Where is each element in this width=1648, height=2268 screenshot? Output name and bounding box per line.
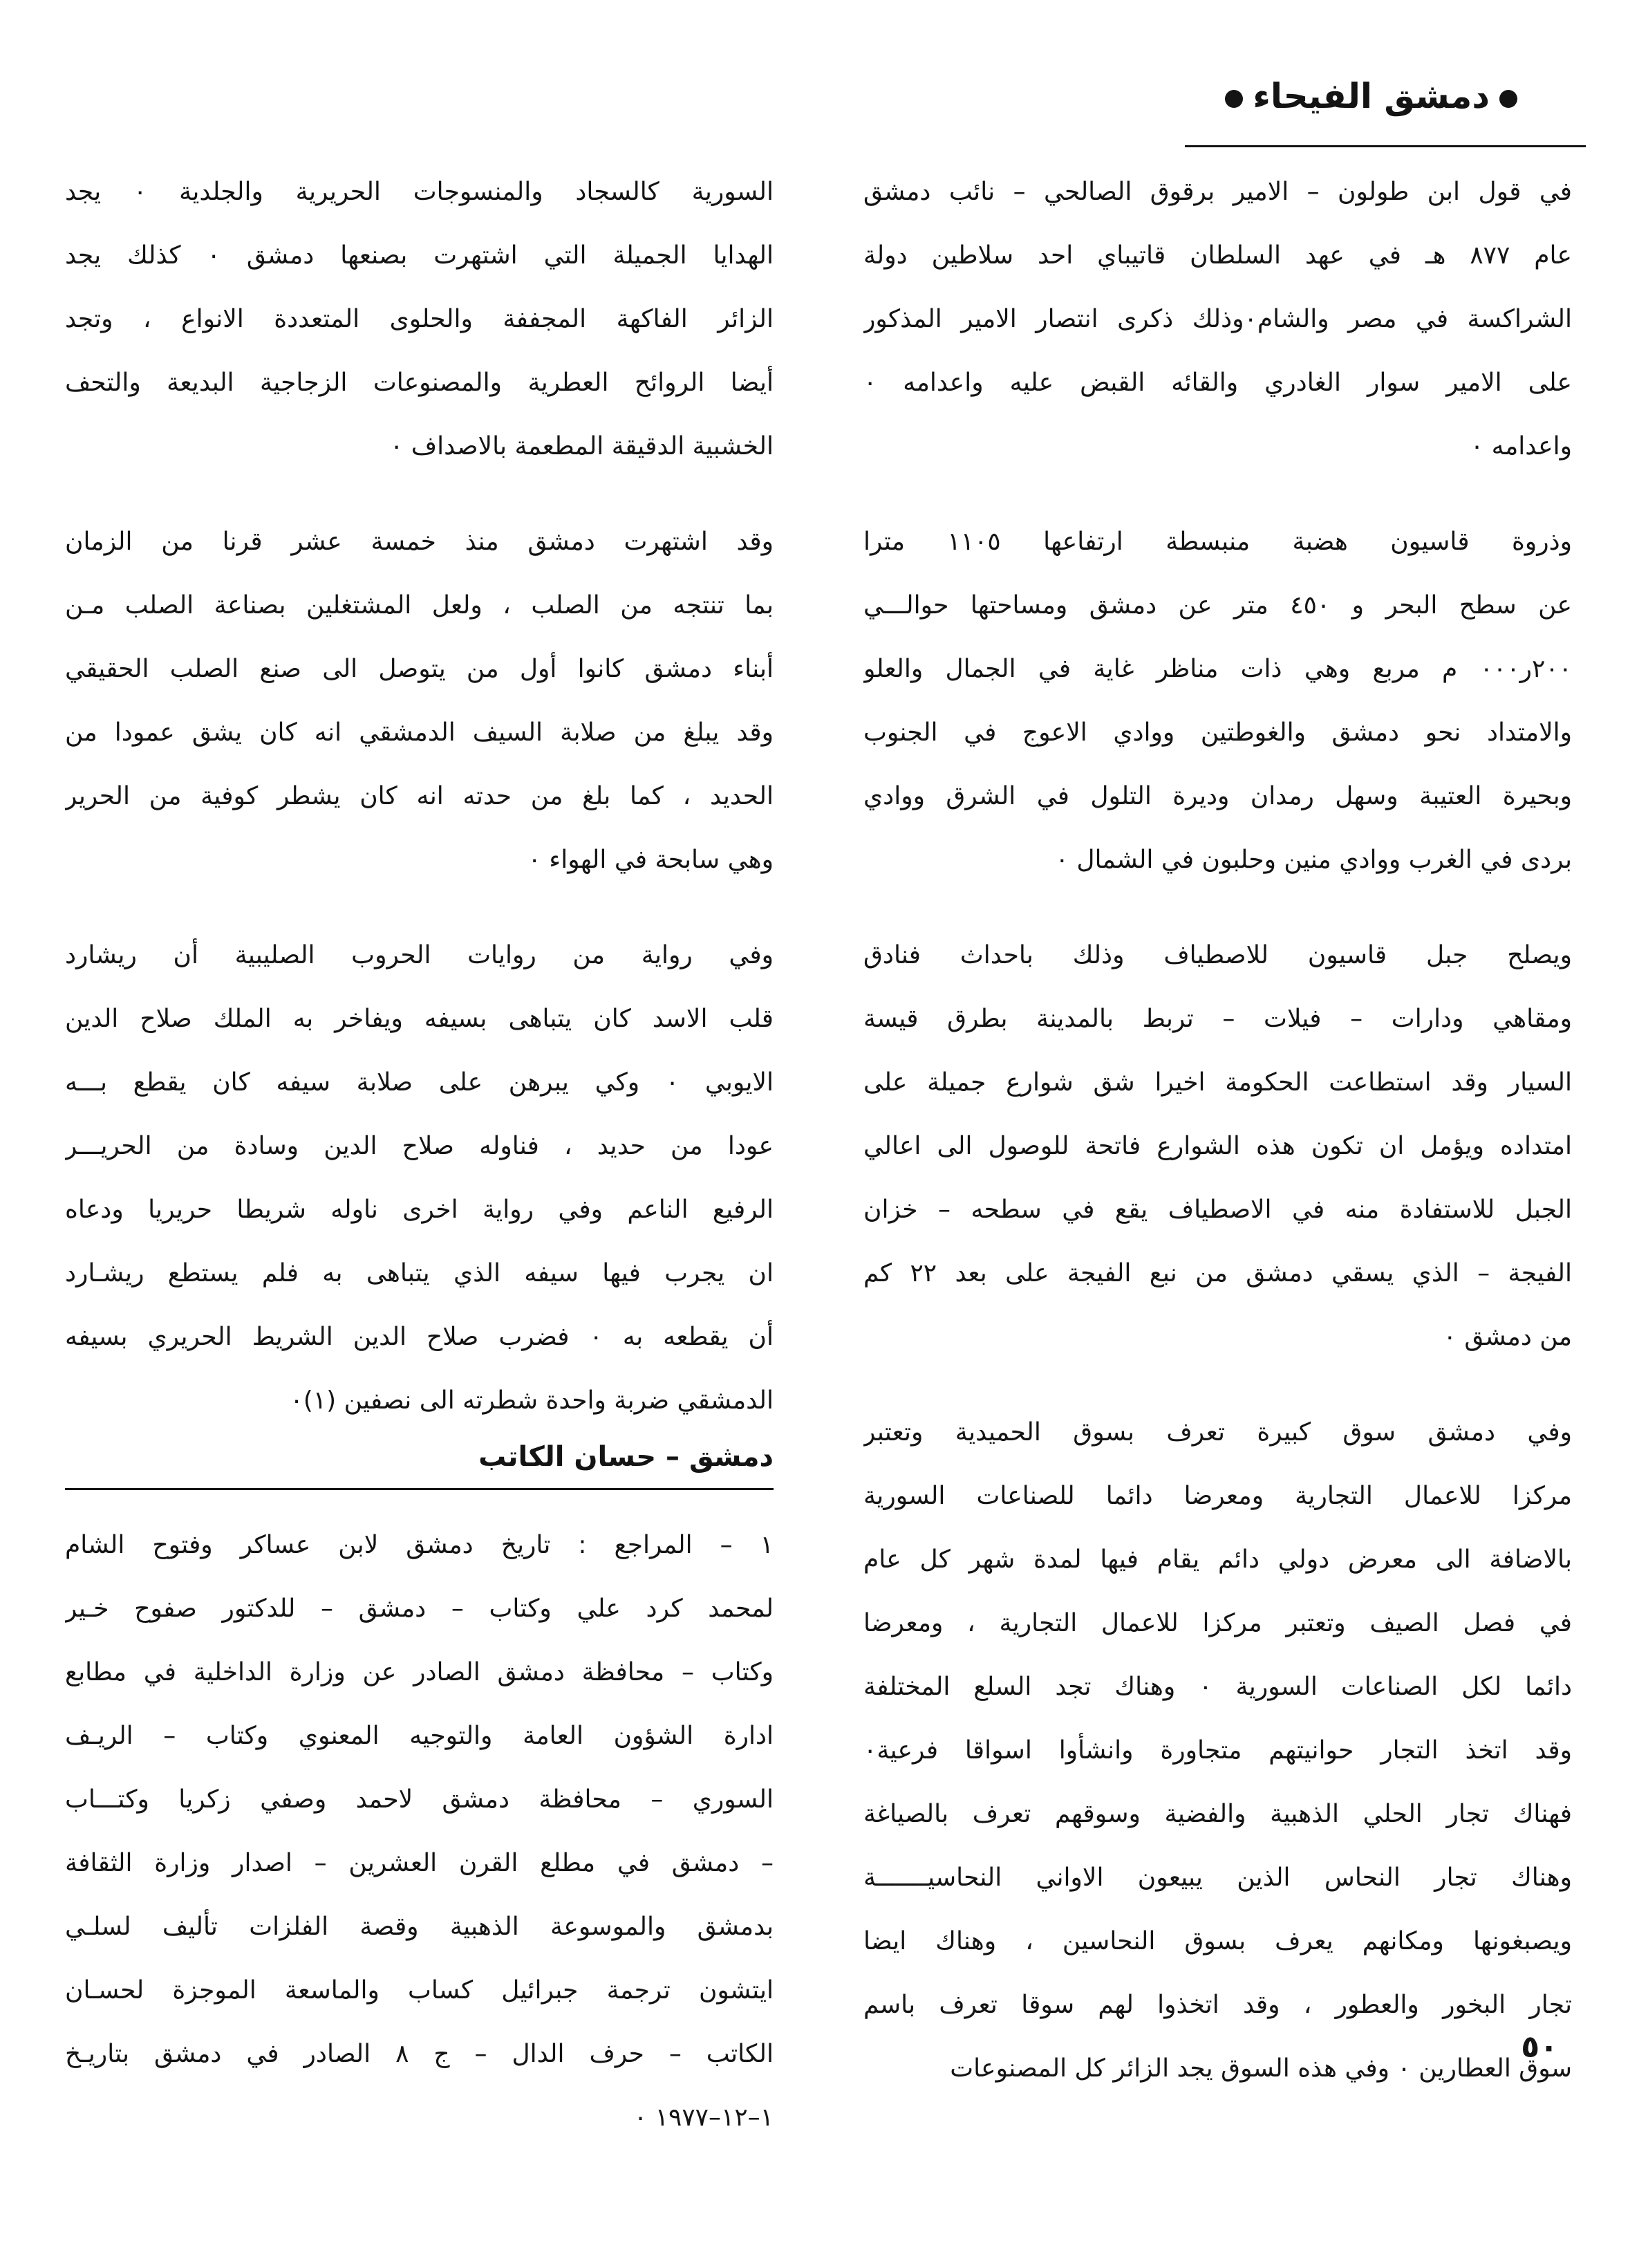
text-line: سوق العطارين ٠ وفي هذه السوق يجد الزائر كل المصنوعات bbox=[950, 2054, 1572, 2083]
reference-line: الكاتب – حرف الدال – ج ٨ الصادر في دمشق بتاريـخ bbox=[65, 2040, 774, 2068]
text-line: والامتداد نحو دمشق والغوطتين ووادي الاعوج في الجنوب bbox=[863, 718, 1572, 747]
text-line: وفي دمشق سوق كبيرة تعرف بسوق الحميدية وتعتبر bbox=[863, 1418, 1572, 1447]
bullet-dot-icon bbox=[1499, 90, 1517, 108]
text-line: الزائر الفاكهة المجففة والحلوى المتعددة الانواع ، وتجد bbox=[65, 305, 774, 333]
text-line: بما تنتجه من الصلب ، ولعل المشتغلين بصناعة الصلب مـن bbox=[65, 591, 774, 620]
text-line: في فصل الصيف وتعتبر مركزا للاعمال التجارية ، ومعرضا bbox=[863, 1609, 1572, 1637]
text-line: السورية كالسجاد والمنسوجات الحريرية والجلدية ٠ يجد bbox=[65, 178, 774, 206]
text-line: الشراكسة في مصر والشام٠وذلك ذكرى انتصار الامير المذكور bbox=[863, 305, 1572, 333]
text-line: عودا من حديد ، فناوله صلاح الدين وسادة من الحريـــر bbox=[65, 1132, 774, 1160]
text-line: من دمشق ٠ bbox=[1443, 1323, 1572, 1351]
text-line: ٢٠٠ر٠٠٠ م مربع وهي ذات مناظر غاية في الجمال والعلو bbox=[863, 655, 1572, 683]
text-line: امتداده ويؤمل ان تكون هذه الشوارع فاتحة للوصول الى اعالي bbox=[863, 1132, 1572, 1160]
text-line: ومقاهي ودارات – فيلات – تربط بالمدينة بطرق قيسة bbox=[863, 1005, 1572, 1033]
running-header bbox=[1215, 76, 1527, 116]
text-line: وقد اشتهرت دمشق منذ خمسة عشر قرنا من الزمان bbox=[65, 528, 774, 556]
author-signature: دمشق – حسان الكاتب bbox=[478, 1441, 774, 1473]
text-line: عن سطح البحر و ٤٥٠ متر عن دمشق ومساحتها حوالـــي bbox=[863, 591, 1572, 620]
text-line: ويصلح جبل قاسيون للاصطياف وذلك باحداث فنادق bbox=[863, 941, 1572, 969]
right-column bbox=[863, 160, 1572, 2101]
text-line: دائما لكل الصناعات السورية ٠ وهناك تجد السلع المختلفة bbox=[863, 1673, 1572, 1701]
paragraph-gap bbox=[863, 478, 1572, 510]
text-line: مركزا للاعمال التجارية ومعرضا دائما للصناعات السورية bbox=[863, 1482, 1572, 1510]
text-line: أيضا الروائح العطرية والمصنوعات الزجاجية البديعة والتحف bbox=[65, 369, 774, 397]
text-line: في قول ابن طولون – الامير برقوق الصالحي – نائب دمشق bbox=[863, 178, 1572, 206]
reference-line: ١ – المراجع : تاريخ دمشق لابن عساكر وفتوح الشام bbox=[65, 1531, 774, 1559]
text-line: بردى في الغرب ووادي منين وحلبون في الشمال ٠ bbox=[1055, 846, 1572, 874]
reference-line: السوري – محافظة دمشق لاحمد وصفي زكريا وكتـــاب bbox=[65, 1785, 774, 1814]
text-line: ويصبغونها ومكانهم يعرف بسوق النحاسين ، وهناك ايضا bbox=[863, 1927, 1572, 1955]
references-list bbox=[65, 1514, 774, 2150]
paragraph bbox=[863, 160, 1572, 478]
text-line: ان يجرب فيها سيفه الذي يتباهى به فلم يستطع ريشـارد bbox=[65, 1259, 774, 1288]
text-line: الجبل للاستفادة منه في الاصطياف يقع في سطحه – خزان bbox=[863, 1196, 1572, 1224]
text-line: تجار البخور والعطور ، وقد اتخذوا لهم سوقا تعرف باسم bbox=[863, 1991, 1572, 2019]
text-line: السيار وقد استطاعت الحكومة اخيرا شق شوارع جميلة على bbox=[863, 1068, 1572, 1097]
references-rule bbox=[65, 1488, 774, 1490]
paragraph bbox=[863, 1401, 1572, 2101]
text-line: واعدامه ٠ bbox=[1470, 432, 1572, 461]
paragraph bbox=[65, 924, 774, 1433]
text-line: وهناك تجار النحاس الذين يبيعون الاواني النحاسيـــــــة bbox=[863, 1863, 1572, 1892]
reference-line: بدمشق والموسوعة الذهبية وقصة الفلزات تأليف لسلـي bbox=[65, 1913, 774, 1941]
text-line: أن يقطعه به ٠ فضرب صلاح الدين الشريط الحريري بسيفه bbox=[65, 1323, 774, 1351]
text-line: وذروة قاسيون هضبة منبسطة ارتفاعها ١١٠٥ مترا bbox=[863, 528, 1572, 556]
paragraph-gap bbox=[65, 892, 774, 924]
paragraph bbox=[65, 160, 774, 478]
text-line: على الامير سوار الغادري والقائه القبض عليه واعدامه ٠ bbox=[863, 369, 1572, 397]
text-line: عام ٨٧٧ هـ في عهد السلطان قاتيباي احد سلاطين دولة bbox=[863, 241, 1572, 270]
header-title: دمشق الفيحاء bbox=[1253, 76, 1490, 116]
left-column bbox=[65, 160, 774, 2150]
text-line: الفيجة – الذي يسقي دمشق من نبع الفيجة على بعد ٢٢ كم bbox=[863, 1259, 1572, 1288]
text-line: الحديد ، كما بلغ من حدته انه كان يشطر كوفية من الحرير bbox=[65, 782, 774, 810]
paragraph bbox=[65, 510, 774, 892]
reference-line: لمحمد كرد علي وكتاب – دمشق – للدكتور صفوح خـير bbox=[65, 1595, 774, 1623]
text-line: الايوبي ٠ وكي يبرهن على صلابة سيفه كان يقطع بـــه bbox=[65, 1068, 774, 1097]
reference-line: – دمشق في مطلع القرن العشرين – اصدار وزارة الثقافة bbox=[65, 1849, 774, 1877]
bullet-dot-icon bbox=[1225, 90, 1243, 108]
reference-line: ادارة الشؤون العامة والتوجيه المعنوي وكتاب – الريـف bbox=[65, 1722, 774, 1750]
text-line: الهدايا الجميلة التي اشتهرت بصنعها دمشق ٠ كذلك يجد bbox=[65, 241, 774, 270]
text-line: الخشبية الدقيقة المطعمة بالاصداف ٠ bbox=[389, 432, 774, 461]
text-line: الدمشقي ضربة واحدة شطرته الى نصفين (١)٠ bbox=[290, 1386, 774, 1415]
reference-line: ١–١٢–١٩٧٧ ٠ bbox=[633, 2103, 774, 2132]
text-line: بالاضافة الى معرض دولي دائم يقام فيها لمدة شهر كل عام bbox=[863, 1545, 1572, 1574]
paragraph-gap bbox=[65, 478, 774, 510]
paragraph bbox=[863, 924, 1572, 1369]
header-rule bbox=[1185, 145, 1586, 147]
reference-line: ايتشون ترجمة جبرائيل كساب والماسعة الموجزة لحسـان bbox=[65, 1976, 774, 2005]
paragraph-gap bbox=[863, 1369, 1572, 1401]
text-line: وهي سابحة في الهواء ٠ bbox=[527, 846, 774, 874]
text-line: وفي رواية من روايات الحروب الصليبية أن ريشارد bbox=[65, 941, 774, 969]
text-line: الرفيع الناعم وفي رواية اخرى ناوله شريطا حريريا ودعاه bbox=[65, 1196, 774, 1224]
text-line: فهناك تجار الحلي الذهبية والفضية وسوقهم تعرف بالصياغة bbox=[863, 1800, 1572, 1828]
text-line: وقد اتخذ التجار حوانيتهم متجاورة وانشأوا اسواقا فرعية٠ bbox=[863, 1736, 1572, 1765]
paragraph bbox=[863, 510, 1572, 892]
text-line: أبناء دمشق كانوا أول من يتوصل الى صنع الصلب الحقيقي bbox=[65, 655, 774, 683]
paragraph-gap bbox=[863, 892, 1572, 924]
text-line: وقد يبلغ من صلابة السيف الدمشقي انه كان يشق عمودا من bbox=[65, 718, 774, 747]
page-number: ٥٠ bbox=[1521, 2029, 1558, 2065]
text-line: قلب الاسد كان يتباهى بسيفه ويفاخر به الملك صلاح الدين bbox=[65, 1005, 774, 1033]
reference-line: وكتاب – محافظة دمشق الصادر عن وزارة الداخلية في مطابع bbox=[65, 1658, 774, 1686]
text-line: وبحيرة العتيبة وسهل رمدان وديرة التلول في الشرق ووادي bbox=[863, 782, 1572, 810]
